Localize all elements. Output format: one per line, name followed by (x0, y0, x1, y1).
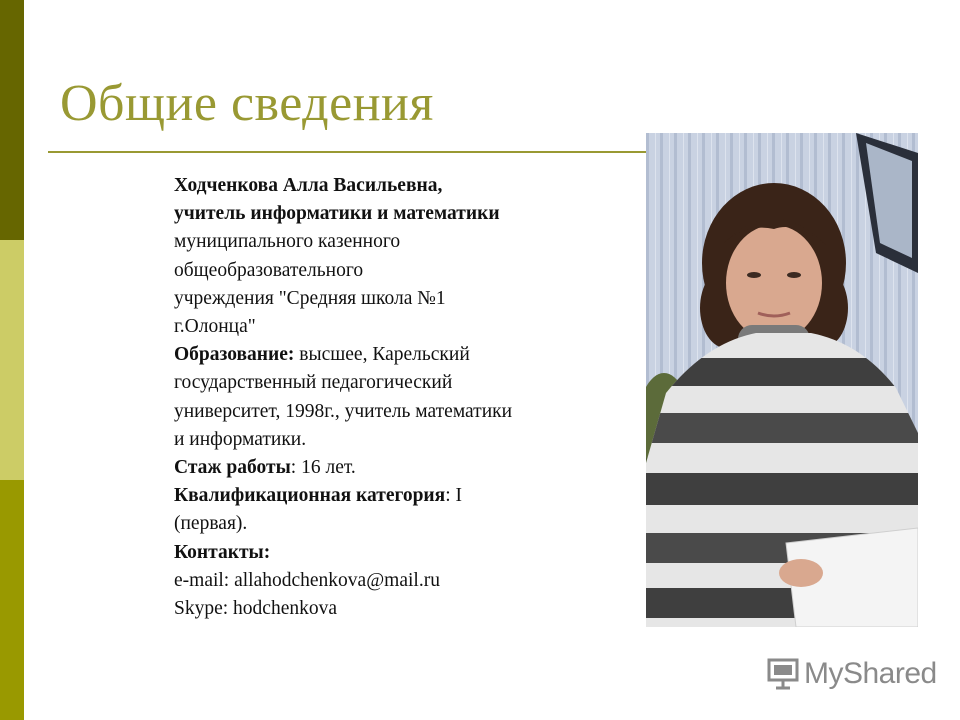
institution-line: муниципального казенного (174, 231, 401, 253)
education-line (174, 341, 614, 369)
category-line: (первая). (174, 513, 248, 535)
name-line: Ходченкова Алла Васильевна, (174, 175, 443, 196)
institution-line: учреждения "Средняя школа №1 (174, 287, 446, 309)
projector-screen-icon (766, 657, 800, 691)
portrait-photo (646, 133, 918, 627)
contacts-label: Контакты: (174, 541, 271, 563)
left-stripe-bottom (0, 480, 24, 720)
institution-line: г.Олонца" (174, 316, 256, 338)
email-line: e-mail: allahodchenkova@mail.ru (174, 569, 440, 591)
education-line: и информатики. (174, 428, 307, 450)
experience-line (174, 454, 614, 482)
category-value: : I (445, 485, 463, 507)
portrait-illustration (646, 133, 918, 627)
institution-line: общеобразовательного (174, 259, 364, 281)
watermark-text: MyShared (804, 657, 937, 690)
education-line: университет, 1998г., учитель математики (174, 400, 513, 422)
slide-title: Общие сведения (60, 75, 434, 132)
role-line: учитель информатики и математики (174, 203, 500, 225)
education-line: государственный педагогический (174, 372, 453, 394)
profile-text (174, 172, 614, 623)
experience-value: : 16 лет. (290, 457, 356, 479)
title-underline (48, 151, 648, 153)
education-value: высшее, Карельский (294, 344, 470, 366)
category-label: Квалификационная категория (174, 485, 446, 507)
left-stripe-middle (0, 240, 24, 480)
experience-label: Стаж работы (174, 457, 291, 479)
education-label: Образование: (174, 344, 295, 366)
myshared-watermark (766, 654, 937, 694)
skype-line: Skype: hodchenkova (174, 598, 338, 620)
category-line (174, 482, 614, 510)
left-stripe-top (0, 0, 24, 240)
